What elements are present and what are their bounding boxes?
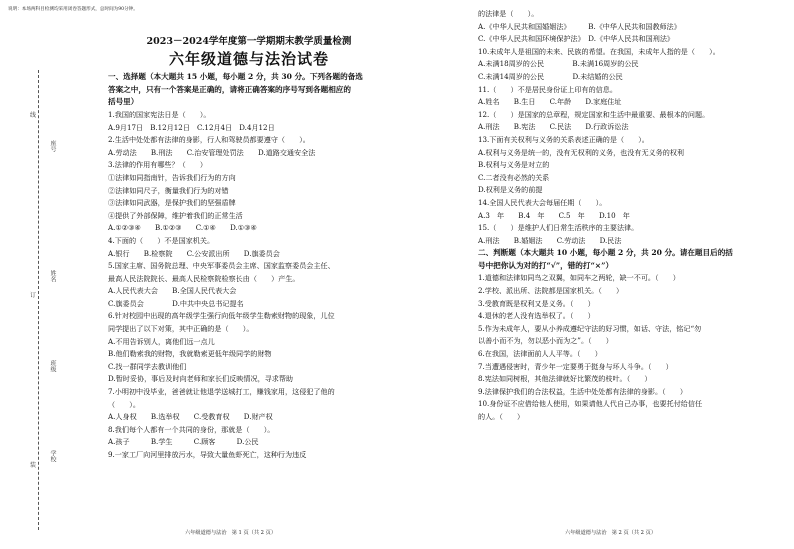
question-line: C.二者没有必然的关系 <box>478 172 550 182</box>
question-line: 9.法律保护我们的合法权益，生活中处处都有法律的身影。（ ） <box>478 386 687 396</box>
question-line: A.刑法 B.婚姻法 C.劳动法 D.民法 <box>478 235 622 245</box>
field-seat-number: 座号 <box>49 140 56 152</box>
binding-margin <box>8 70 68 530</box>
question-line: A.《中华人民共和国婚姻法》 B.《中华人民共和国教师法》 <box>478 21 681 31</box>
question-line: 3.法律的作用有哪些？（ ） <box>108 160 207 170</box>
right-question-list <box>478 8 778 424</box>
question-line: C.找一群同学去教训他们 <box>108 361 187 371</box>
exam-year-title: 2023－2024学年度第一学期期末教学质量检测 <box>146 36 352 47</box>
question-line: A.权利与义务是统一的，没有无权利的义务，也没有无义务的权利 <box>478 147 685 157</box>
question-line: D.暂时妥协，事后及时向老师和家长们反映情况，寻求帮助 <box>108 374 294 384</box>
question-line: A.银行 B.检察院 C.公安派出所 D.旗委员会 <box>108 248 280 258</box>
right-column <box>478 8 778 424</box>
binding-label-xian: 线 <box>29 112 36 119</box>
question-line: 答案之中，只有一个答案是正确的，请将正确答案的序号写到各题相应的 <box>108 84 351 94</box>
field-name: 姓名 <box>49 270 56 282</box>
question-line: ④提供了外部保障，维护着我们的正常生活 <box>108 210 243 220</box>
exam-notice: 说明：本场两科目检测均采用闭卷答题形式，总时间为90分钟。 <box>8 7 138 12</box>
question-line: 5.国家主席、国务院总理、中央军事委员会主席、国家监察委员会主任、 <box>108 261 335 271</box>
question-line: A.孩子 B.学生 C.顾客 D.公民 <box>108 437 259 447</box>
question-line: ①法律如同指南针，告诉我们行为的方向 <box>108 172 236 182</box>
question-line: 1.我国的国家宪法日是（ ）。 <box>108 109 211 119</box>
question-line: 最高人民法院院长、最高人民检察院检察长由（ ）产生。 <box>108 273 300 283</box>
binding-label-ding: 订 <box>29 292 36 299</box>
question-line: 2.学校、派出所、法院都是国家机关。（ ） <box>478 286 624 296</box>
left-question-list <box>108 71 390 461</box>
question-line: 号中把你认为对的打“√”，错的打“×”） <box>478 260 614 270</box>
question-line: 5.作为未成年人，要从小养成遵纪守法的好习惯，如话、守法，铭记“勿 <box>478 323 702 333</box>
footer-page-2: 六年级道德与法治 第 2 页（共 2 页） <box>565 530 657 536</box>
question-line: 一、选择题（本大题共 15 小题，每小题 2 分，共 30 分。下列各题的备选 <box>108 72 363 82</box>
question-line: 8.我们每个人都有一个共同的身份，那就是（ ）。 <box>108 424 275 434</box>
question-line: 以善小而不为，勿以恶小而为之”。（ ） <box>478 336 613 346</box>
question-line: 6.针对校园中出现的高年级学生强行向低年级学生勒索财物的现象，儿位 <box>108 311 335 321</box>
field-class: 班级 <box>49 360 56 372</box>
question-line: A.①②③④ B.①②③ C.①④ D.①③④ <box>108 223 257 233</box>
footer-page-1: 六年级道德与法治 第 1 页（共 2 页） <box>185 530 277 536</box>
question-line: B.权利与义务是对立的 <box>478 160 550 170</box>
question-line: A.人民代表大会 B.全国人民代表大会 <box>108 286 237 296</box>
question-line: A.刑法 B.宪法 C.民法 D.行政诉讼法 <box>478 122 629 132</box>
question-line: ②法律如同尺子，衡量我们行为的对错 <box>108 185 229 195</box>
question-line: 6.在我国，法律面前人人平等。（ ） <box>478 349 602 359</box>
question-line: 9.一家工厂向河里排放污水，导致大量鱼虾死亡，这种行为违反 <box>108 450 307 459</box>
question-line: B.他们勒索我的财物，我就勒索更低年级同学的财物 <box>108 349 272 359</box>
question-line: 12.（ ）是国家的总章程，规定国家和生活中最重要、最根本的问题。 <box>478 109 710 119</box>
question-line: 7.小明初中没毕业，爸爸就让他退学送城打工，赚钱家用，这侵犯了他的 <box>108 387 335 397</box>
question-line: 7.当遭遇侵害时，青少年一定要勇于挺身与坏人斗争。（ ） <box>478 361 673 371</box>
question-line: 8.宪法如同树根，其他法律就好比繁茂的枝叶。（ ） <box>478 374 652 384</box>
question-line: A.不用告诉别人，离他们远一点儿 <box>108 336 215 346</box>
question-line: 的人。（ ） <box>478 412 525 421</box>
question-line: 4.下面的（ ）不是国家机关。 <box>108 235 215 245</box>
binding-label-zhuang: 装 <box>29 462 36 469</box>
question-line: 二、判断题（本大题共 10 小题，每小题 2 分，共 20 分。请在题目后的括 <box>478 248 733 258</box>
question-line: C.《中华人民共和国环境保护法》 D.《中华人民共和国刑法》 <box>478 34 675 44</box>
binding-dashed-line <box>38 70 39 530</box>
question-line: 的法律是（ ）。 <box>478 9 539 18</box>
question-line: 15.（ ）是维护人们日常生活秩序的主要法律。 <box>478 223 639 233</box>
left-column <box>108 36 390 462</box>
question-line: 14.全国人民代表大会每届任期（ ）。 <box>478 197 607 207</box>
question-line: A.人身权 B.选举权 C.受教育权 D.财产权 <box>108 412 273 422</box>
question-line: C.未满14周岁的公民 D.未结婚的公民 <box>478 71 623 81</box>
question-line: 1.道德和法律如同鸟之双翼，如同车之两轮，缺一不可。（ ） <box>478 273 680 283</box>
question-line: ③法律如同武器，是保护我们的坚强盾牌 <box>108 198 236 208</box>
question-line: A.姓名 B.生日 C.年龄 D.家庭住址 <box>478 97 622 107</box>
question-line: 10.未成年人是祖国的未来、民族的希望。在我国，未成年人指的是（ ）。 <box>478 46 720 56</box>
question-line: C.旗委员会 D.中共中央总书记提名 <box>108 298 244 308</box>
field-school: 学校 <box>49 450 56 462</box>
question-line: D.权利是义务的前提 <box>478 185 543 195</box>
question-line: 13.下面有关权利与义务的关系表述正确的是（ ）。 <box>478 134 649 144</box>
question-line: A.劳动法 B.刑法 C.治安管理处罚法 D.道路交通安全法 <box>108 147 316 157</box>
question-line: 2.生活中处处都有法律的身影，行人和驾驶员都要遵守（ ）。 <box>108 135 310 145</box>
question-line: 同学提出了以下对策，其中正确的是（ ）。 <box>108 324 254 334</box>
question-line: （ ）。 <box>108 399 140 409</box>
question-line: 括号里） <box>108 97 139 107</box>
question-line: A.未满18周岁的公民 B.未满16周岁的公民 <box>478 59 639 69</box>
question-line: 3.受教育既是权利又是义务。（ ） <box>478 298 595 308</box>
paper-title: 六年级道德与法治试卷 <box>168 49 329 68</box>
question-line: A.3 年 B.4 年 C.5 年 D.10 年 <box>478 210 630 220</box>
question-line: 10.身份证不应借给他人使用，如果请他人代自己办事，也要托付给信任 <box>478 399 703 409</box>
question-line: 11.（ ）不是居民身份证上印有的信息。 <box>478 84 617 94</box>
question-line: A.9月17日 B.12月12日 C.12月4日 D.4月12日 <box>108 122 275 132</box>
question-line: 4.退休的老人没有选举权了。（ ） <box>478 311 595 321</box>
